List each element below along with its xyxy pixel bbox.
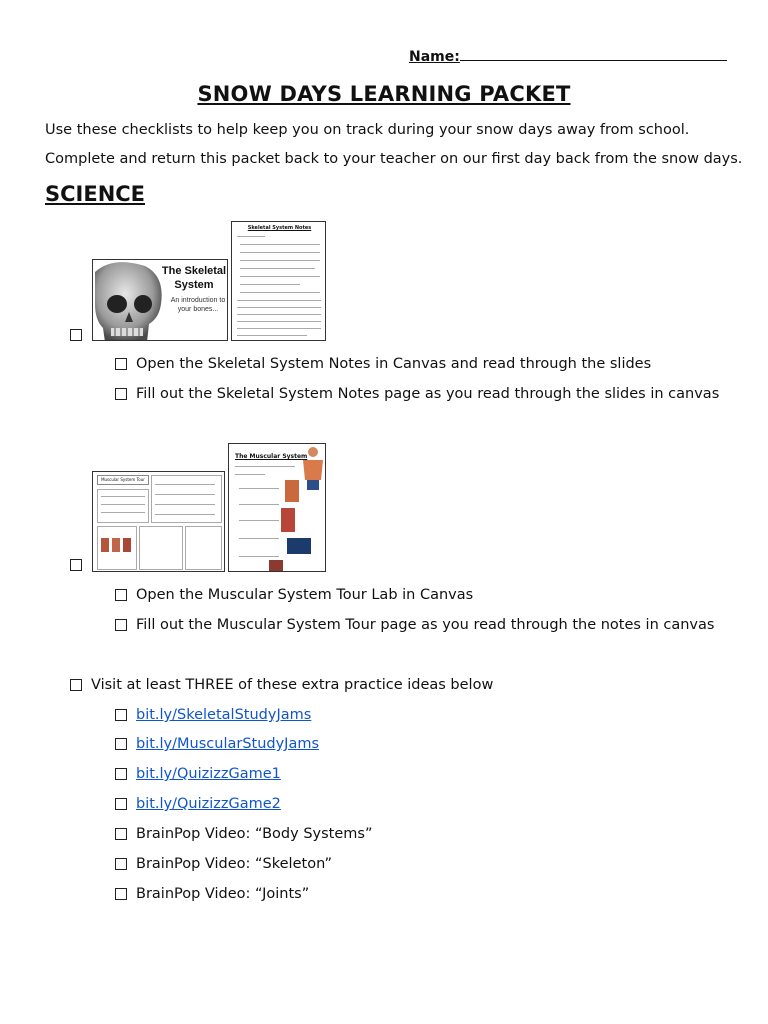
practice-item-muscular-studyjams[interactable] — [115, 736, 319, 752]
muscular-main-checkbox[interactable] — [70, 559, 82, 571]
intro-line-1: Use these checklists to help keep you on track during your snow days away from school. — [45, 122, 690, 138]
section-title-science: SCIENCE — [45, 182, 146, 206]
task-label: Open the Skeletal System Notes in Canvas and read through the slides — [136, 356, 652, 372]
checkbox[interactable] — [115, 828, 127, 840]
checkbox[interactable] — [115, 358, 127, 370]
task-skeletal-fill-notes[interactable] — [115, 386, 719, 402]
checkbox[interactable] — [115, 858, 127, 870]
muscular-sheet-thumbnail — [228, 443, 326, 572]
checkbox[interactable] — [115, 798, 127, 810]
name-label: Name: — [409, 49, 460, 65]
task-extra-practice[interactable] — [70, 677, 493, 693]
task-skeletal-open-notes[interactable] — [115, 356, 651, 372]
checkbox[interactable] — [115, 388, 127, 400]
skeletal-studyjams-link[interactable]: bit.ly/SkeletalStudyJams — [136, 707, 312, 723]
checkbox[interactable] — [115, 709, 127, 721]
sheet-title: The Muscular System — [235, 453, 308, 460]
tour-title: Muscular System Tour — [97, 475, 149, 485]
practice-item-skeletal-studyjams[interactable] — [115, 707, 311, 723]
name-field[interactable] — [409, 49, 727, 65]
checkbox[interactable] — [115, 888, 127, 900]
skeletal-main-checkbox[interactable] — [70, 329, 82, 341]
practice-item-quizizz-2[interactable] — [115, 796, 281, 812]
task-muscular-fill-tour[interactable] — [115, 617, 714, 633]
practice-item-video-joints[interactable] — [115, 886, 309, 902]
slide-title: The Skeletal System — [161, 265, 227, 291]
task-muscular-open-lab[interactable] — [115, 587, 473, 603]
checkbox[interactable] — [70, 679, 82, 691]
quizizz-game-1-link[interactable]: bit.ly/QuizizzGame1 — [136, 766, 281, 782]
video-label: BrainPop Video: “Body Systems” — [136, 826, 373, 842]
notes-title: Skeletal System Notes — [247, 225, 312, 231]
intro-line-2: Complete and return this packet back to your teacher on our first day back from the snow days. — [45, 151, 743, 167]
muscular-studyjams-link[interactable]: bit.ly/MuscularStudyJams — [136, 736, 320, 752]
skeletal-slide-thumbnail — [92, 259, 228, 341]
task-label: Visit at least THREE of these extra practice ideas below — [91, 677, 494, 693]
checkbox[interactable] — [115, 768, 127, 780]
skeletal-notes-thumbnail — [231, 221, 326, 341]
checkbox[interactable] — [115, 738, 127, 750]
name-blank-line[interactable] — [460, 49, 727, 61]
task-label: Fill out the Muscular System Tour page as you read through the notes in canvas — [136, 617, 715, 633]
muscle-figure-icon — [301, 446, 325, 492]
task-label: Fill out the Skeletal System Notes page as you read through the slides in canvas — [136, 386, 720, 402]
slide-subtitle: An introduction to your bones... — [170, 297, 226, 313]
practice-item-quizizz-1[interactable] — [115, 766, 281, 782]
practice-item-video-skeleton[interactable] — [115, 856, 332, 872]
practice-item-video-body-systems[interactable] — [115, 826, 372, 842]
page-title: SNOW DAYS LEARNING PACKET — [197, 82, 571, 106]
video-label: BrainPop Video: “Skeleton” — [136, 856, 332, 872]
checkbox[interactable] — [115, 619, 127, 631]
video-label: BrainPop Video: “Joints” — [136, 886, 310, 902]
quizizz-game-2-link[interactable]: bit.ly/QuizizzGame2 — [136, 796, 281, 812]
checkbox[interactable] — [115, 589, 127, 601]
task-label: Open the Muscular System Tour Lab in Canvas — [136, 587, 474, 603]
muscular-tour-thumbnail — [92, 471, 225, 572]
